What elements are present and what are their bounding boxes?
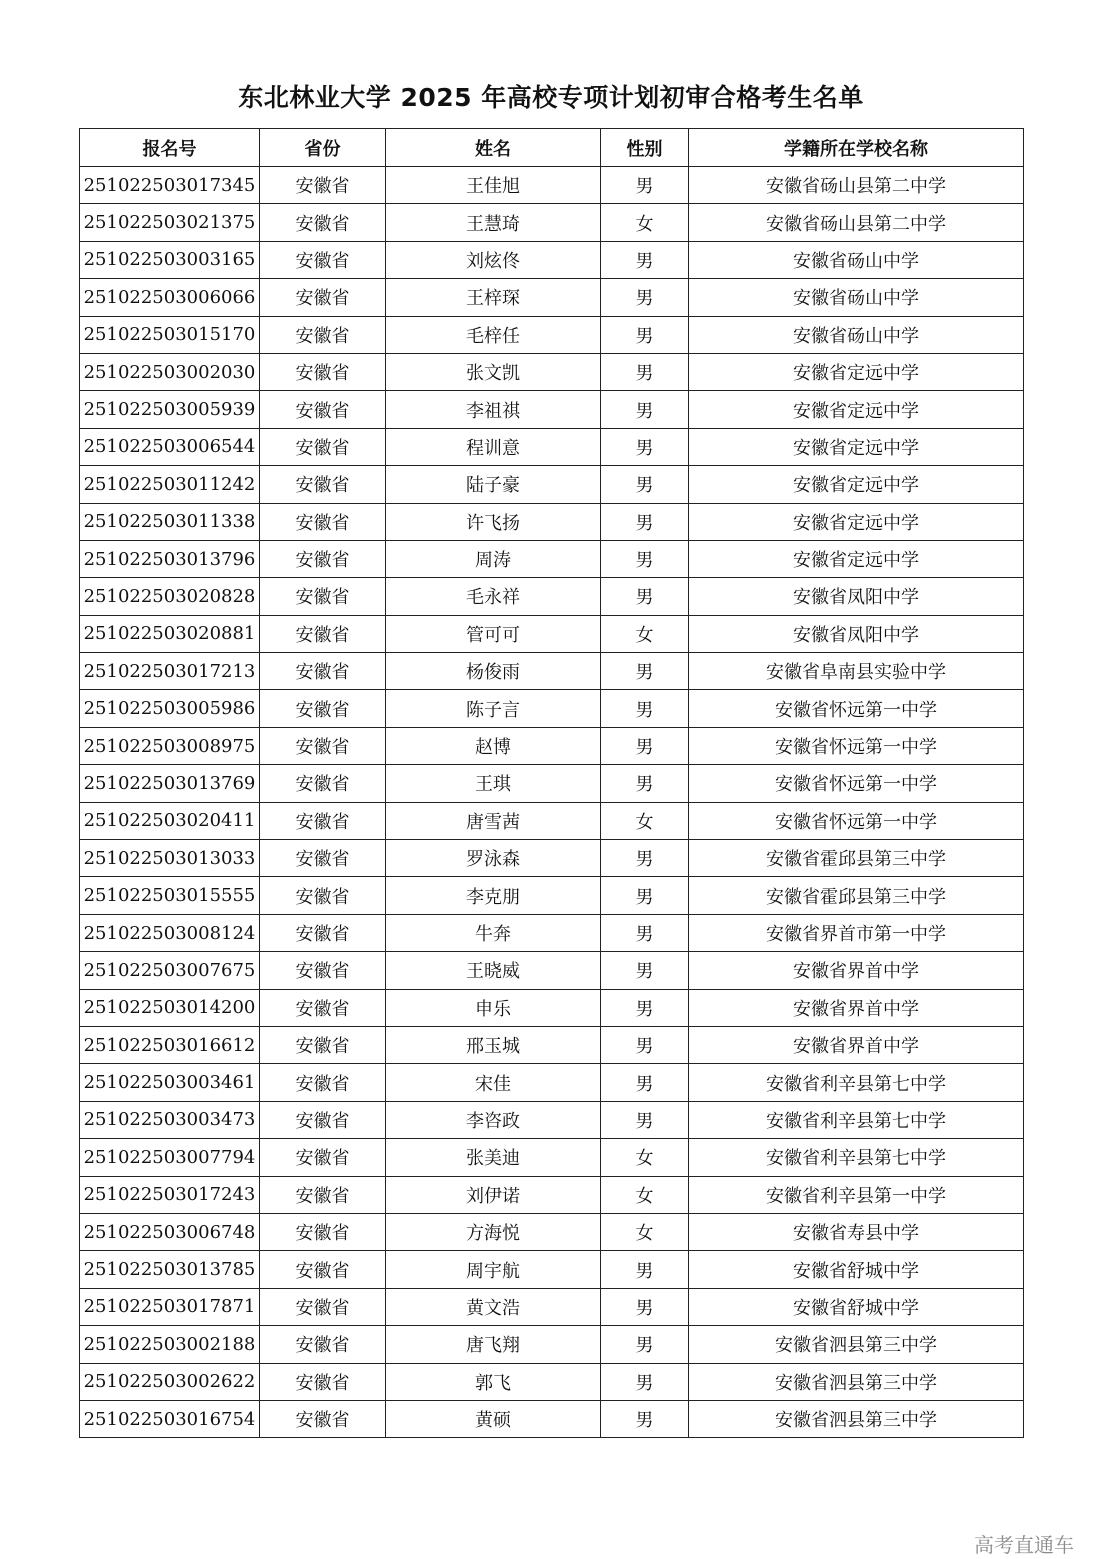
registration-number-cell: 251022503017213 <box>80 653 260 690</box>
name-cell: 张美迪 <box>386 1139 601 1176</box>
table-row <box>80 1400 1024 1437</box>
table-row <box>80 1326 1024 1363</box>
province-cell: 安徽省 <box>260 167 386 204</box>
school-cell: 安徽省界首中学 <box>689 1026 1024 1063</box>
school-cell: 安徽省舒城中学 <box>689 1288 1024 1325</box>
table-row <box>80 391 1024 428</box>
province-cell: 安徽省 <box>260 952 386 989</box>
table-row <box>80 840 1024 877</box>
school-cell: 安徽省利辛县第七中学 <box>689 1101 1024 1138</box>
school-cell: 安徽省砀山县第二中学 <box>689 167 1024 204</box>
school-cell: 安徽省怀远第一中学 <box>689 765 1024 802</box>
school-cell: 安徽省利辛县第七中学 <box>689 1064 1024 1101</box>
table-row <box>80 914 1024 951</box>
name-cell: 宋佳 <box>386 1064 601 1101</box>
registration-number-cell: 251022503017243 <box>80 1176 260 1213</box>
table-body <box>80 167 1024 1438</box>
table-row <box>80 1363 1024 1400</box>
province-cell: 安徽省 <box>260 727 386 764</box>
school-cell: 安徽省泗县第三中学 <box>689 1363 1024 1400</box>
name-cell: 邢玉城 <box>386 1026 601 1063</box>
table-row <box>80 578 1024 615</box>
school-cell: 安徽省怀远第一中学 <box>689 727 1024 764</box>
name-cell: 管可可 <box>386 615 601 652</box>
gender-cell: 男 <box>601 1251 689 1288</box>
name-cell: 王梓琛 <box>386 279 601 316</box>
name-cell: 王晓威 <box>386 952 601 989</box>
province-cell: 安徽省 <box>260 840 386 877</box>
registration-number-cell: 251022503017871 <box>80 1288 260 1325</box>
school-cell: 安徽省寿县中学 <box>689 1213 1024 1250</box>
page-title: 东北林业大学 2025 年高校专项计划初审合格考生名单 <box>238 83 864 112</box>
province-cell: 安徽省 <box>260 466 386 503</box>
table-row <box>80 690 1024 727</box>
table-row <box>80 279 1024 316</box>
province-cell: 安徽省 <box>260 204 386 241</box>
gender-cell: 男 <box>601 1064 689 1101</box>
gender-cell: 男 <box>601 989 689 1026</box>
province-cell: 安徽省 <box>260 1251 386 1288</box>
name-cell: 唐雪茜 <box>386 802 601 839</box>
province-cell: 安徽省 <box>260 391 386 428</box>
province-cell: 安徽省 <box>260 540 386 577</box>
gender-cell: 男 <box>601 316 689 353</box>
registration-number-cell: 251022503006544 <box>80 428 260 465</box>
gender-cell: 男 <box>601 466 689 503</box>
name-cell: 陆子豪 <box>386 466 601 503</box>
school-cell: 安徽省定远中学 <box>689 540 1024 577</box>
province-cell: 安徽省 <box>260 1139 386 1176</box>
gender-cell: 男 <box>601 391 689 428</box>
name-cell: 毛梓任 <box>386 316 601 353</box>
registration-number-cell: 251022503005986 <box>80 690 260 727</box>
gender-cell: 男 <box>601 279 689 316</box>
registration-number-cell: 251022503007794 <box>80 1139 260 1176</box>
gender-cell: 男 <box>601 840 689 877</box>
gender-cell: 男 <box>601 690 689 727</box>
table-row <box>80 1064 1024 1101</box>
province-cell: 安徽省 <box>260 1026 386 1063</box>
registration-number-cell: 251022503003165 <box>80 241 260 278</box>
name-cell: 王琪 <box>386 765 601 802</box>
registration-number-cell: 251022503007675 <box>80 952 260 989</box>
registration-number-cell: 251022503021375 <box>80 204 260 241</box>
table-row <box>80 503 1024 540</box>
school-cell: 安徽省利辛县第一中学 <box>689 1176 1024 1213</box>
registration-number-cell: 251022503013033 <box>80 840 260 877</box>
province-cell: 安徽省 <box>260 241 386 278</box>
gender-cell: 男 <box>601 1026 689 1063</box>
registration-number-cell: 251022503013785 <box>80 1251 260 1288</box>
province-cell: 安徽省 <box>260 316 386 353</box>
column-header-registration-number: 报名号 <box>80 129 260 167</box>
name-cell: 申乐 <box>386 989 601 1026</box>
school-cell: 安徽省砀山中学 <box>689 241 1024 278</box>
table-row <box>80 353 1024 390</box>
school-cell: 安徽省怀远第一中学 <box>689 802 1024 839</box>
school-cell: 安徽省砀山中学 <box>689 316 1024 353</box>
registration-number-cell: 251022503020828 <box>80 578 260 615</box>
registration-number-cell: 251022503020411 <box>80 802 260 839</box>
gender-cell: 女 <box>601 615 689 652</box>
school-cell: 安徽省凤阳中学 <box>689 578 1024 615</box>
gender-cell: 男 <box>601 167 689 204</box>
province-cell: 安徽省 <box>260 1288 386 1325</box>
school-cell: 安徽省泗县第三中学 <box>689 1326 1024 1363</box>
province-cell: 安徽省 <box>260 765 386 802</box>
school-cell: 安徽省定远中学 <box>689 391 1024 428</box>
gender-cell: 男 <box>601 1326 689 1363</box>
province-cell: 安徽省 <box>260 1326 386 1363</box>
registration-number-cell: 251022503011338 <box>80 503 260 540</box>
school-cell: 安徽省砀山县第二中学 <box>689 204 1024 241</box>
table-row <box>80 765 1024 802</box>
school-cell: 安徽省定远中学 <box>689 503 1024 540</box>
name-cell: 毛永祥 <box>386 578 601 615</box>
table-row <box>80 1176 1024 1213</box>
school-cell: 安徽省界首中学 <box>689 989 1024 1026</box>
table-row <box>80 615 1024 652</box>
registration-number-cell: 251022503006066 <box>80 279 260 316</box>
registration-number-cell: 251022503002188 <box>80 1326 260 1363</box>
gender-cell: 男 <box>601 653 689 690</box>
school-cell: 安徽省定远中学 <box>689 466 1024 503</box>
province-cell: 安徽省 <box>260 1363 386 1400</box>
province-cell: 安徽省 <box>260 690 386 727</box>
gender-cell: 男 <box>601 765 689 802</box>
province-cell: 安徽省 <box>260 279 386 316</box>
school-cell: 安徽省阜南县实验中学 <box>689 653 1024 690</box>
gender-cell: 男 <box>601 241 689 278</box>
school-cell: 安徽省利辛县第七中学 <box>689 1139 1024 1176</box>
column-header-name: 姓名 <box>386 129 601 167</box>
name-cell: 陈子言 <box>386 690 601 727</box>
name-cell: 罗泳森 <box>386 840 601 877</box>
registration-number-cell: 251022503005939 <box>80 391 260 428</box>
name-cell: 程训意 <box>386 428 601 465</box>
gender-cell: 女 <box>601 1213 689 1250</box>
province-cell: 安徽省 <box>260 653 386 690</box>
table-row <box>80 204 1024 241</box>
gender-cell: 男 <box>601 353 689 390</box>
table-row <box>80 802 1024 839</box>
province-cell: 安徽省 <box>260 1064 386 1101</box>
province-cell: 安徽省 <box>260 1176 386 1213</box>
gender-cell: 男 <box>601 952 689 989</box>
gender-cell: 男 <box>601 1101 689 1138</box>
school-cell: 安徽省界首市第一中学 <box>689 914 1024 951</box>
table-row <box>80 877 1024 914</box>
registration-number-cell: 251022503003473 <box>80 1101 260 1138</box>
registration-number-cell: 251022503020881 <box>80 615 260 652</box>
province-cell: 安徽省 <box>260 877 386 914</box>
table-row <box>80 466 1024 503</box>
province-cell: 安徽省 <box>260 914 386 951</box>
table-row <box>80 727 1024 764</box>
registration-number-cell: 251022503015170 <box>80 316 260 353</box>
table-header-row <box>80 129 1024 167</box>
table-row <box>80 653 1024 690</box>
table-row <box>80 1288 1024 1325</box>
name-cell: 方海悦 <box>386 1213 601 1250</box>
table-row <box>80 316 1024 353</box>
registration-number-cell: 251022503006748 <box>80 1213 260 1250</box>
gender-cell: 男 <box>601 914 689 951</box>
gender-cell: 女 <box>601 204 689 241</box>
school-cell: 安徽省泗县第三中学 <box>689 1400 1024 1437</box>
name-cell: 刘炫佟 <box>386 241 601 278</box>
column-header-school: 学籍所在学校名称 <box>689 129 1024 167</box>
school-cell: 安徽省定远中学 <box>689 428 1024 465</box>
column-header-gender: 性别 <box>601 129 689 167</box>
province-cell: 安徽省 <box>260 802 386 839</box>
registration-number-cell: 251022503013796 <box>80 540 260 577</box>
province-cell: 安徽省 <box>260 353 386 390</box>
province-cell: 安徽省 <box>260 503 386 540</box>
registration-number-cell: 251022503016754 <box>80 1400 260 1437</box>
name-cell: 张文凯 <box>386 353 601 390</box>
gender-cell: 男 <box>601 540 689 577</box>
registration-number-cell: 251022503014200 <box>80 989 260 1026</box>
gender-cell: 男 <box>601 877 689 914</box>
gender-cell: 男 <box>601 1400 689 1437</box>
name-cell: 杨俊雨 <box>386 653 601 690</box>
table-row <box>80 989 1024 1026</box>
table-row <box>80 540 1024 577</box>
gender-cell: 男 <box>601 727 689 764</box>
province-cell: 安徽省 <box>260 578 386 615</box>
table-row <box>80 428 1024 465</box>
school-cell: 安徽省霍邱县第三中学 <box>689 877 1024 914</box>
name-cell: 许飞扬 <box>386 503 601 540</box>
table-row <box>80 241 1024 278</box>
gender-cell: 男 <box>601 503 689 540</box>
name-cell: 王慧琦 <box>386 204 601 241</box>
column-header-province: 省份 <box>260 129 386 167</box>
name-cell: 李咨政 <box>386 1101 601 1138</box>
gender-cell: 男 <box>601 1363 689 1400</box>
table-row <box>80 1139 1024 1176</box>
name-cell: 刘伊诺 <box>386 1176 601 1213</box>
watermark: 高考直通车 <box>974 1533 1074 1557</box>
name-cell: 周宇航 <box>386 1251 601 1288</box>
table-row <box>80 1213 1024 1250</box>
province-cell: 安徽省 <box>260 615 386 652</box>
name-cell: 周涛 <box>386 540 601 577</box>
school-cell: 安徽省砀山中学 <box>689 279 1024 316</box>
gender-cell: 男 <box>601 578 689 615</box>
province-cell: 安徽省 <box>260 1213 386 1250</box>
school-cell: 安徽省界首中学 <box>689 952 1024 989</box>
school-cell: 安徽省霍邱县第三中学 <box>689 840 1024 877</box>
registration-number-cell: 251022503003461 <box>80 1064 260 1101</box>
province-cell: 安徽省 <box>260 428 386 465</box>
table-row <box>80 167 1024 204</box>
school-cell: 安徽省凤阳中学 <box>689 615 1024 652</box>
registration-number-cell: 251022503016612 <box>80 1026 260 1063</box>
name-cell: 王佳旭 <box>386 167 601 204</box>
registration-number-cell: 251022503008124 <box>80 914 260 951</box>
gender-cell: 女 <box>601 802 689 839</box>
name-cell: 李祖祺 <box>386 391 601 428</box>
name-cell: 黄硕 <box>386 1400 601 1437</box>
province-cell: 安徽省 <box>260 1400 386 1437</box>
school-cell: 安徽省定远中学 <box>689 353 1024 390</box>
gender-cell: 女 <box>601 1139 689 1176</box>
gender-cell: 男 <box>601 428 689 465</box>
registration-number-cell: 251022503015555 <box>80 877 260 914</box>
name-cell: 郭飞 <box>386 1363 601 1400</box>
registration-number-cell: 251022503008975 <box>80 727 260 764</box>
school-cell: 安徽省怀远第一中学 <box>689 690 1024 727</box>
table-row <box>80 1101 1024 1138</box>
registration-number-cell: 251022503002030 <box>80 353 260 390</box>
province-cell: 安徽省 <box>260 989 386 1026</box>
name-cell: 牛奔 <box>386 914 601 951</box>
candidate-table <box>79 128 1024 1438</box>
table-row <box>80 952 1024 989</box>
name-cell: 唐飞翔 <box>386 1326 601 1363</box>
registration-number-cell: 251022503011242 <box>80 466 260 503</box>
gender-cell: 男 <box>601 1288 689 1325</box>
gender-cell: 女 <box>601 1176 689 1213</box>
name-cell: 赵博 <box>386 727 601 764</box>
name-cell: 李克朋 <box>386 877 601 914</box>
registration-number-cell: 251022503017345 <box>80 167 260 204</box>
school-cell: 安徽省舒城中学 <box>689 1251 1024 1288</box>
registration-number-cell: 251022503002622 <box>80 1363 260 1400</box>
registration-number-cell: 251022503013769 <box>80 765 260 802</box>
table-row <box>80 1026 1024 1063</box>
name-cell: 黄文浩 <box>386 1288 601 1325</box>
province-cell: 安徽省 <box>260 1101 386 1138</box>
table-row <box>80 1251 1024 1288</box>
